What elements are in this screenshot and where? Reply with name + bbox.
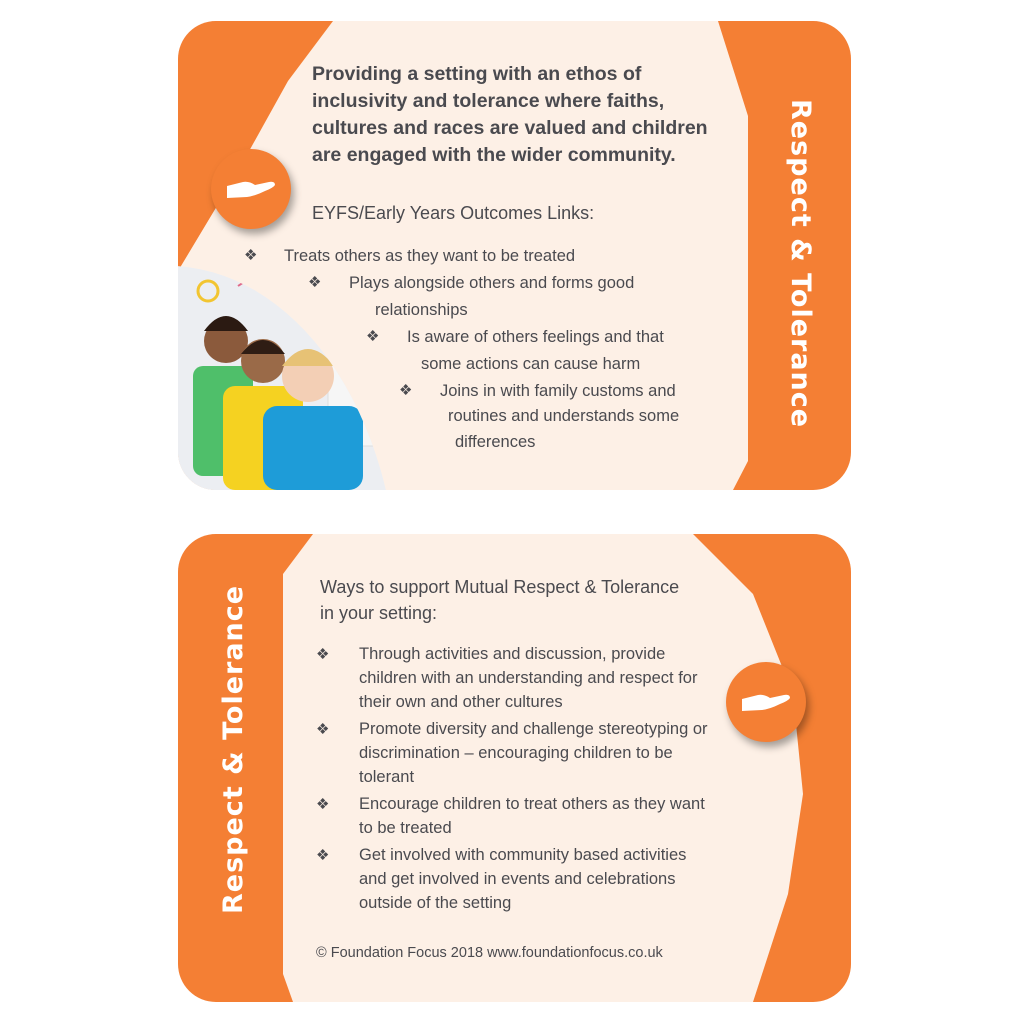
- support-item: ❖ Promote diversity and challenge stereotyping or discrimination – encouraging children to be tolerant: [316, 720, 708, 786]
- diamond-cluster-icon: ❖: [316, 721, 330, 738]
- copyright-footer: © Foundation Focus 2018 www.foundationfocus.co.uk: [316, 945, 663, 961]
- outcome-item-cont: some actions can cause harm: [421, 355, 641, 373]
- diamond-cluster-icon: ❖: [308, 274, 322, 291]
- open-hand-icon: [211, 149, 291, 229]
- diamond-cluster-icon: ❖: [366, 328, 380, 345]
- side-title: Respect & Tolerance: [785, 99, 816, 429]
- support-list: [316, 642, 716, 918]
- intro-text: Providing a setting with an ethos of inclusivity and tolerance where faiths, cultures and races are valued and children are engaged with the wider community.: [312, 63, 708, 166]
- outcome-item: Joins in with family customs and: [440, 382, 676, 400]
- outcome-item-cont: routines and understands some: [448, 407, 680, 425]
- support-heading: Ways to support Mutual Respect & Tolerance in your setting:: [320, 577, 680, 623]
- open-hand-icon: [726, 662, 806, 742]
- side-title-wrap: [218, 585, 249, 914]
- outcome-item: Treats others as they want to be treated: [284, 247, 576, 265]
- diamond-cluster-icon: ❖: [316, 847, 330, 864]
- diamond-cluster-icon: ❖: [316, 646, 330, 663]
- outcome-item: Is aware of others feelings and that: [407, 328, 664, 346]
- support-item: ❖ Encourage children to treat others as they want to be treated: [316, 795, 705, 837]
- outcome-item: Plays alongside others and forms good: [349, 274, 635, 292]
- support-item: ❖ Get involved with community based activities and get involved in events and celebrations outside of the setting: [316, 846, 687, 912]
- outcome-item-cont: relationships: [375, 301, 468, 319]
- diamond-cluster-icon: ❖: [244, 247, 258, 264]
- diamond-cluster-icon: ❖: [399, 382, 413, 399]
- side-title: Respect & Tolerance: [218, 584, 249, 914]
- diamond-cluster-icon: ❖: [316, 796, 330, 813]
- card-front: [178, 21, 851, 490]
- support-item: ❖ Through activities and discussion, provide children with an understanding and respect for their own and other cultures: [316, 645, 698, 711]
- links-heading: EYFS/Early Years Outcomes Links:: [312, 203, 595, 223]
- card-back: [178, 534, 851, 1002]
- outcome-item-cont: differences: [455, 433, 536, 451]
